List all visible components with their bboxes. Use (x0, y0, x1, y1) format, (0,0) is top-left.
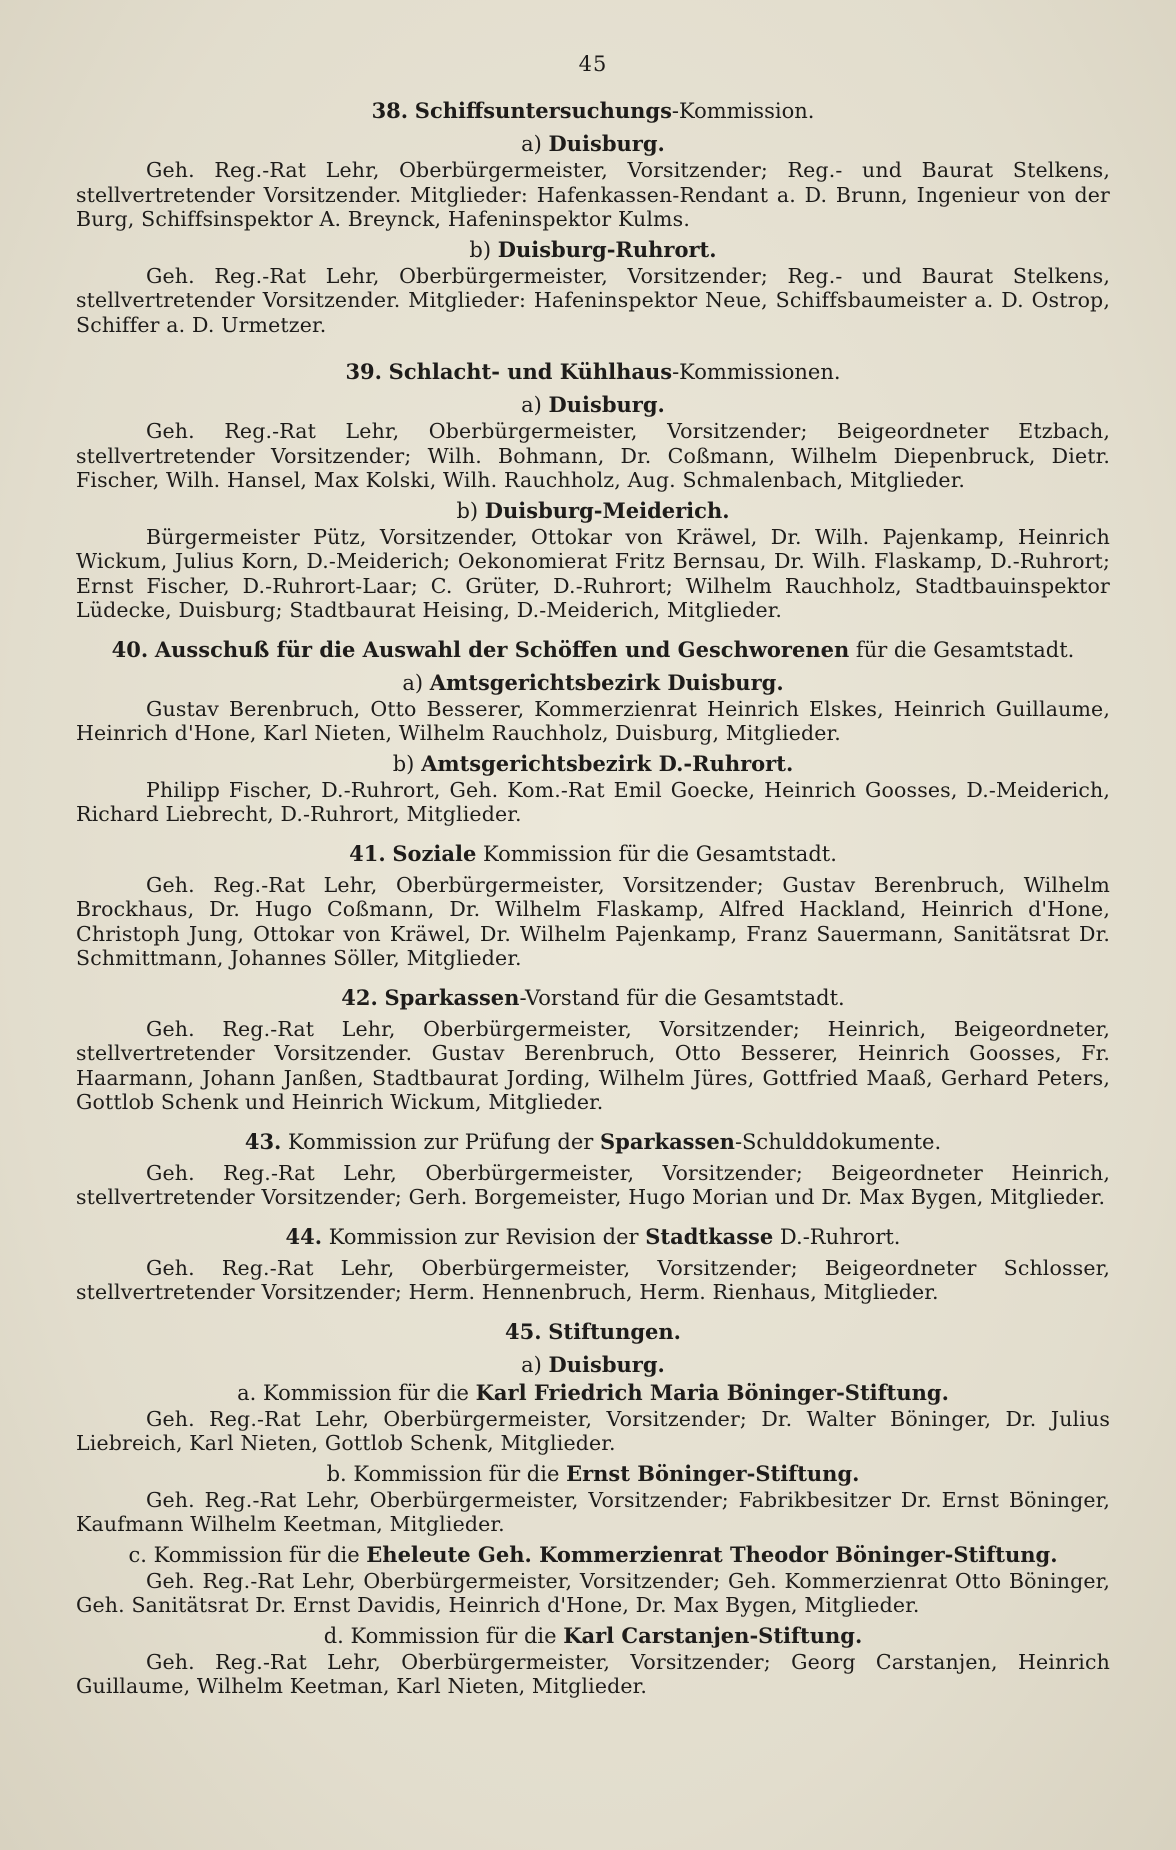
section-40-heading (76, 635, 1110, 665)
paragraph: Geh. Reg.-Rat Lehr, Oberbürgermeister, Vorsitzender; Beigeordneter Schlosser, stellvertretender Vorsitzender; Herm. Hennenbruch, Herm. Rienhaus, Mitglieder. (76, 1255, 1110, 1304)
section-title-pre: Kommission zur Revision der (322, 1224, 646, 1249)
section-number: 45. (505, 1318, 542, 1344)
section-title-rest: -Kommissionen. (672, 360, 841, 384)
subsection-heading: b) Amtsgerichtsbezirk D.-Ruhrort. (392, 750, 794, 776)
foundation-heading: c. Kommission für die Eheleute Geh. Kommerzienrat Theodor Böninger-Stiftung. (128, 1541, 1058, 1567)
paragraph: Geh. Reg.-Rat Lehr, Oberbürgermeister, Vorsitzender; Dr. Walter Böninger, Dr. Julius Liebreich, Karl Nieten, Gottlob Schenk, Mitglieder. (76, 1406, 1110, 1455)
paragraph: Geh. Reg.-Rat Lehr, Oberbürgermeister, Vorsitzender; Georg Carstanjen, Heinrich Guillaume, Wilhelm Keetman, Karl Nieten, Mitglieder. (76, 1649, 1110, 1698)
page-number: 45 (578, 52, 608, 76)
section-number: 43. (244, 1128, 282, 1154)
section-43-heading (76, 1127, 1110, 1157)
section-title-rest: für die Gesamtstadt. (849, 637, 1075, 662)
section-keyword: Soziale (392, 840, 477, 866)
section-number: 39. (345, 359, 382, 384)
section-keyword: Schiffsuntersuchungs (414, 98, 672, 123)
section-title-rest: -Schulddokumente. (734, 1129, 942, 1154)
paragraph: Geh. Reg.-Rat Lehr, Oberbürgermeister, Vorsitzender; Gustav Berenbruch, Wilhelm Brockhaus, Dr. Hugo Coßmann, Dr. Wilhelm Flaskamp, Alfred Hackland, Heinrich d'Hone, Christoph Jung, Ottokar von Kräwel, Dr. Wilhelm Pajenkamp, Franz Sauermann, Sanitätsrat Dr. Schmittmann, Johannes Söller, Mitglieder. (76, 872, 1110, 970)
paragraph: Geh. Reg.-Rat Lehr, Oberbürgermeister, Vorsitzender; Geh. Kommerzienrat Otto Böninger, Geh. Sanitätsrat Dr. Ernst Davidis, Heinrich d'Hone, Dr. Max Bygen, Mitglieder. (76, 1568, 1110, 1617)
subsection-heading: a) Duisburg. (521, 131, 665, 156)
section-number: 38. (371, 98, 409, 123)
section-keyword: Stiftungen. (548, 1318, 681, 1344)
foundation-heading: d. Kommission für die Karl Carstanjen-Stiftung. (323, 1622, 863, 1648)
page-content (76, 52, 1110, 1703)
section-number: 41. (349, 840, 386, 866)
section-title-rest: -Kommission. (671, 99, 815, 123)
paragraph: Geh. Reg.-Rat Lehr, Oberbürgermeister, Vorsitzender; Reg.- und Baurat Stelkens, stellvertretender Vorsitzender. Mitglieder: Hafenkassen-Rendant a. D. Brunn, Ingenieur von der Burg, Schiffsinspektor A. Breynck, Hafeninspektor Kulms. (76, 158, 1110, 231)
section-keyword: Sparkassen (600, 1128, 735, 1154)
subsection-heading: b) Duisburg-Ruhrort. (469, 236, 717, 262)
section-keyword: Stadtkasse (645, 1223, 774, 1249)
paragraph: Gustav Berenbruch, Otto Besserer, Kommerzienrat Heinrich Elskes, Heinrich Guillaume, Heinrich d'Hone, Karl Nieten, Wilhelm Rauchholz, Duisburg, Mitglieder. (76, 696, 1110, 745)
foundation-heading: b. Kommission für die Ernst Böninger-Stiftung. (326, 1460, 860, 1486)
section-44-heading (76, 1222, 1110, 1252)
subsection-heading: b) Duisburg-Meiderich. (456, 497, 730, 523)
paragraph: Bürgermeister Pütz, Vorsitzender, Ottokar von Kräwel, Dr. Wilh. Pajenkamp, Heinrich Wickum, Julius Korn, D.-Meiderich; Oekonomierat Fritz Bernsau, Dr. Wilh. Flaskamp, D.-Ruhrort; Ernst Fischer, D.-Ruhrort-Laar; C. Grüter, D.-Ruhrort; Wilhelm Rauchholz, Stadtbauinspektor Lüdecke, Duisburg; Stadtbaurat Heising, D.-Meiderich, Mitglieder. (76, 524, 1110, 622)
section-title-rest: -Vorstand für die Gesamtstadt. (519, 985, 845, 1010)
paragraph: Philipp Fischer, D.-Ruhrort, Geh. Kom.-Rat Emil Goecke, Heinrich Goosses, D.-Meiderich, Richard Liebrecht, D.-Ruhrort, Mitglieder. (76, 777, 1110, 826)
section-number: 42. (341, 984, 378, 1010)
paragraph: Geh. Reg.-Rat Lehr, Oberbürgermeister, Vorsitzender; Reg.- und Baurat Stelkens, stellvertretender Vorsitzender. Mitglieder: Hafeninspektor Neue, Schiffsbaumeister a. D. Ostrop, Schiffer a. D. Urmetzer. (76, 263, 1110, 337)
section-38-heading (76, 96, 1110, 126)
section-42-heading (76, 983, 1110, 1013)
subsection-heading: a) Duisburg. (521, 392, 665, 417)
section-41-heading (76, 839, 1110, 869)
section-number: 40. (111, 636, 149, 662)
paragraph: Geh. Reg.-Rat Lehr, Oberbürgermeister, Vorsitzender; Beigeordneter Heinrich, stellvertretender Vorsitzender; Gerh. Borgemeister, Hugo Morian und Dr. Max Bygen, Mitglieder. (76, 1160, 1110, 1209)
subsection-heading: a) Amtsgerichtsbezirk Duisburg. (402, 669, 784, 695)
section-keyword: Sparkassen (384, 984, 520, 1010)
subsection-heading: a) Duisburg. (521, 1351, 665, 1377)
section-keyword: Ausschuß für die Auswahl der Schöffen und Geschworenen (154, 636, 850, 662)
section-45-heading (76, 1317, 1110, 1347)
foundation-heading: a. Kommission für die Karl Friedrich Maria Böninger-Stiftung. (237, 1379, 949, 1405)
paragraph: Geh. Reg.-Rat Lehr, Oberbürgermeister, Vorsitzender; Beigeordneter Etzbach, stellvertretender Vorsitzender; Wilh. Bohmann, Dr. Coßmann, Wilhelm Diepenbruck, Dietr. Fischer, Wilh. Hansel, Max Kolski, Wilh. Rauchholz, Aug. Schmalenbach, Mitglieder. (76, 419, 1110, 492)
section-39-heading (76, 357, 1110, 387)
section-title-rest: Kommission für die Gesamtstadt. (476, 841, 837, 866)
paragraph: Geh. Reg.-Rat Lehr, Oberbürgermeister, Vorsitzender; Fabrikbesitzer Dr. Ernst Böninger, Kaufmann Wilhelm Keetman, Mitglieder. (76, 1487, 1110, 1536)
section-title-rest: D.-Ruhrort. (773, 1224, 901, 1249)
paragraph: Geh. Reg.-Rat Lehr, Oberbürgermeister, Vorsitzender; Heinrich, Beigeordneter, stellvertretender Vorsitzender. Gustav Berenbruch, Otto Besserer, Heinrich Goosses, Fr. Haarmann, Johann Janßen, Stadtbaurat Jording, Wilhelm Jüres, Gottfried Maaß, Gerhard Peters, Gottlob Schenk und Heinrich Wickum, Mitglieder. (76, 1016, 1110, 1114)
section-keyword: Schlacht- und Kühlhaus (388, 359, 673, 384)
section-number: 44. (285, 1223, 323, 1249)
section-title-pre: Kommission zur Prüfung der (281, 1129, 600, 1154)
